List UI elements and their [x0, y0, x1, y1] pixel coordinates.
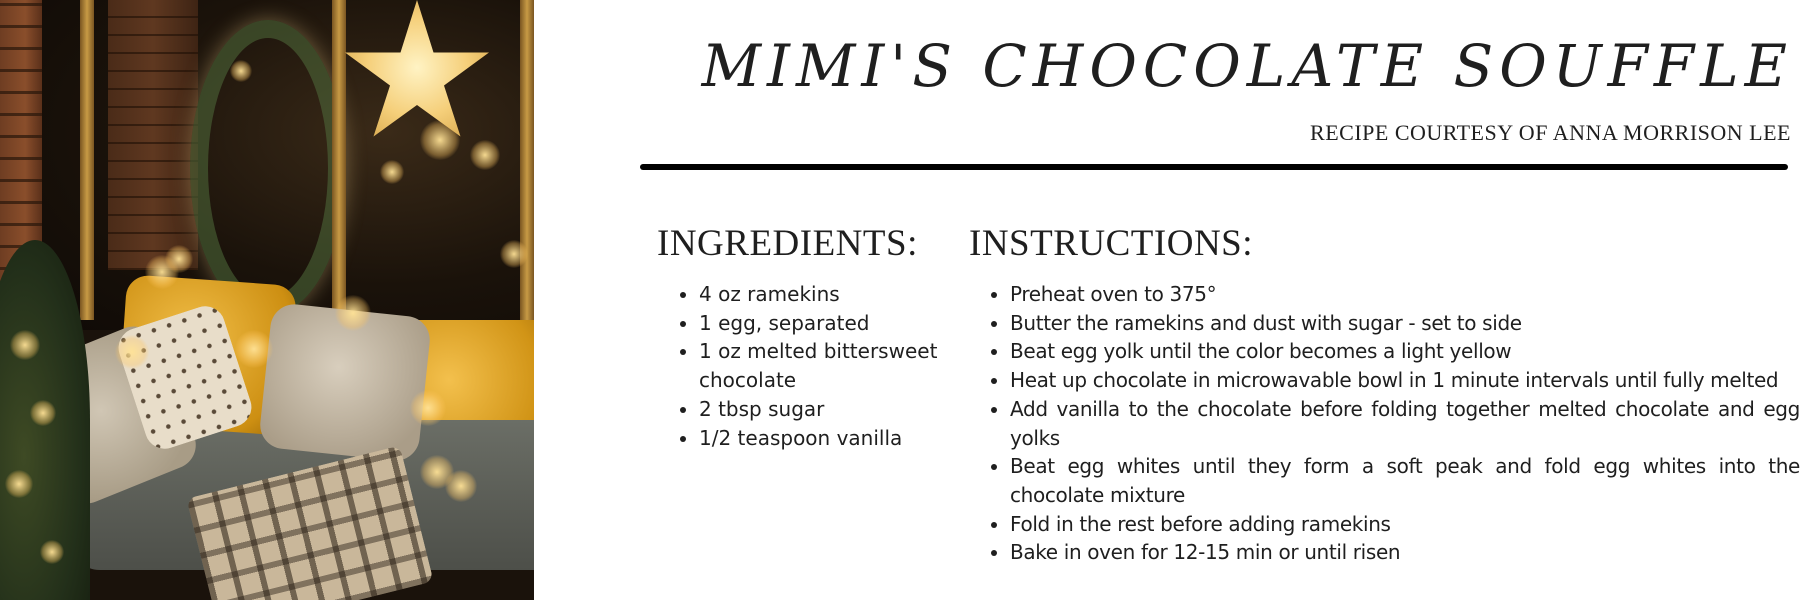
instructions-list	[970, 280, 1800, 567]
divider-rule	[640, 164, 1788, 170]
recipe-title: MIMI'S CHOCOLATE SOUFFLE	[701, 32, 1793, 100]
string-light-bulb	[115, 335, 149, 369]
ingredient-item: • 4 oz ramekins	[699, 280, 951, 309]
instruction-step: • Butter the ramekins and dust with sugar - set to side	[1010, 309, 1800, 338]
string-light-bulb	[165, 245, 193, 273]
ingredient-item: • 2 tbsp sugar	[699, 395, 951, 424]
ingredient-item: • 1/2 teaspoon vanilla	[699, 424, 951, 453]
ingredients-heading: INGREDIENTS:	[657, 223, 918, 264]
string-light-bulb	[235, 330, 273, 368]
ingredient-item: • 1 egg, separated	[699, 309, 951, 338]
bokeh-light	[380, 160, 404, 184]
window-frame-post	[332, 0, 346, 320]
instruction-step: • Preheat oven to 375°	[1010, 280, 1800, 309]
recipe-credit: RECIPE COURTESY OF ANNA MORRISON LEE	[1310, 120, 1791, 145]
tree-light	[5, 470, 33, 498]
bokeh-light	[470, 140, 500, 170]
instruction-step: • Heat up chocolate in microwavable bowl in 1 minute intervals until fully melted	[1010, 366, 1800, 395]
tree-light	[40, 540, 64, 564]
instructions-heading: INSTRUCTIONS:	[969, 223, 1254, 264]
ingredients-list	[659, 280, 951, 452]
instruction-step: • Add vanilla to the chocolate before folding together melted chocolate and egg yolks	[1010, 395, 1800, 452]
window-frame-post	[520, 0, 534, 320]
instruction-step: • Fold in the rest before adding ramekins	[1010, 510, 1800, 539]
string-light-bulb	[335, 295, 371, 331]
window-brick-pillar	[108, 0, 198, 270]
string-light-bulb	[410, 390, 446, 426]
cozy-window-seat-photo	[0, 0, 534, 600]
tree-light	[10, 330, 40, 360]
string-light-bulb	[445, 470, 477, 502]
wreath-lights	[190, 20, 346, 316]
bokeh-light	[230, 60, 252, 82]
instruction-step: • Beat egg yolk until the color becomes a light yellow	[1010, 337, 1800, 366]
window-frame-post	[80, 0, 94, 320]
instruction-step: • Bake in oven for 12-15 min or until risen	[1010, 538, 1800, 567]
bokeh-light	[500, 240, 528, 268]
ingredient-item: • 1 oz melted bittersweet chocolate	[699, 337, 951, 394]
tree-light	[30, 400, 56, 426]
instruction-step: • Beat egg whites until they form a soft peak and fold egg whites into the chocolate mixture	[1010, 452, 1800, 509]
